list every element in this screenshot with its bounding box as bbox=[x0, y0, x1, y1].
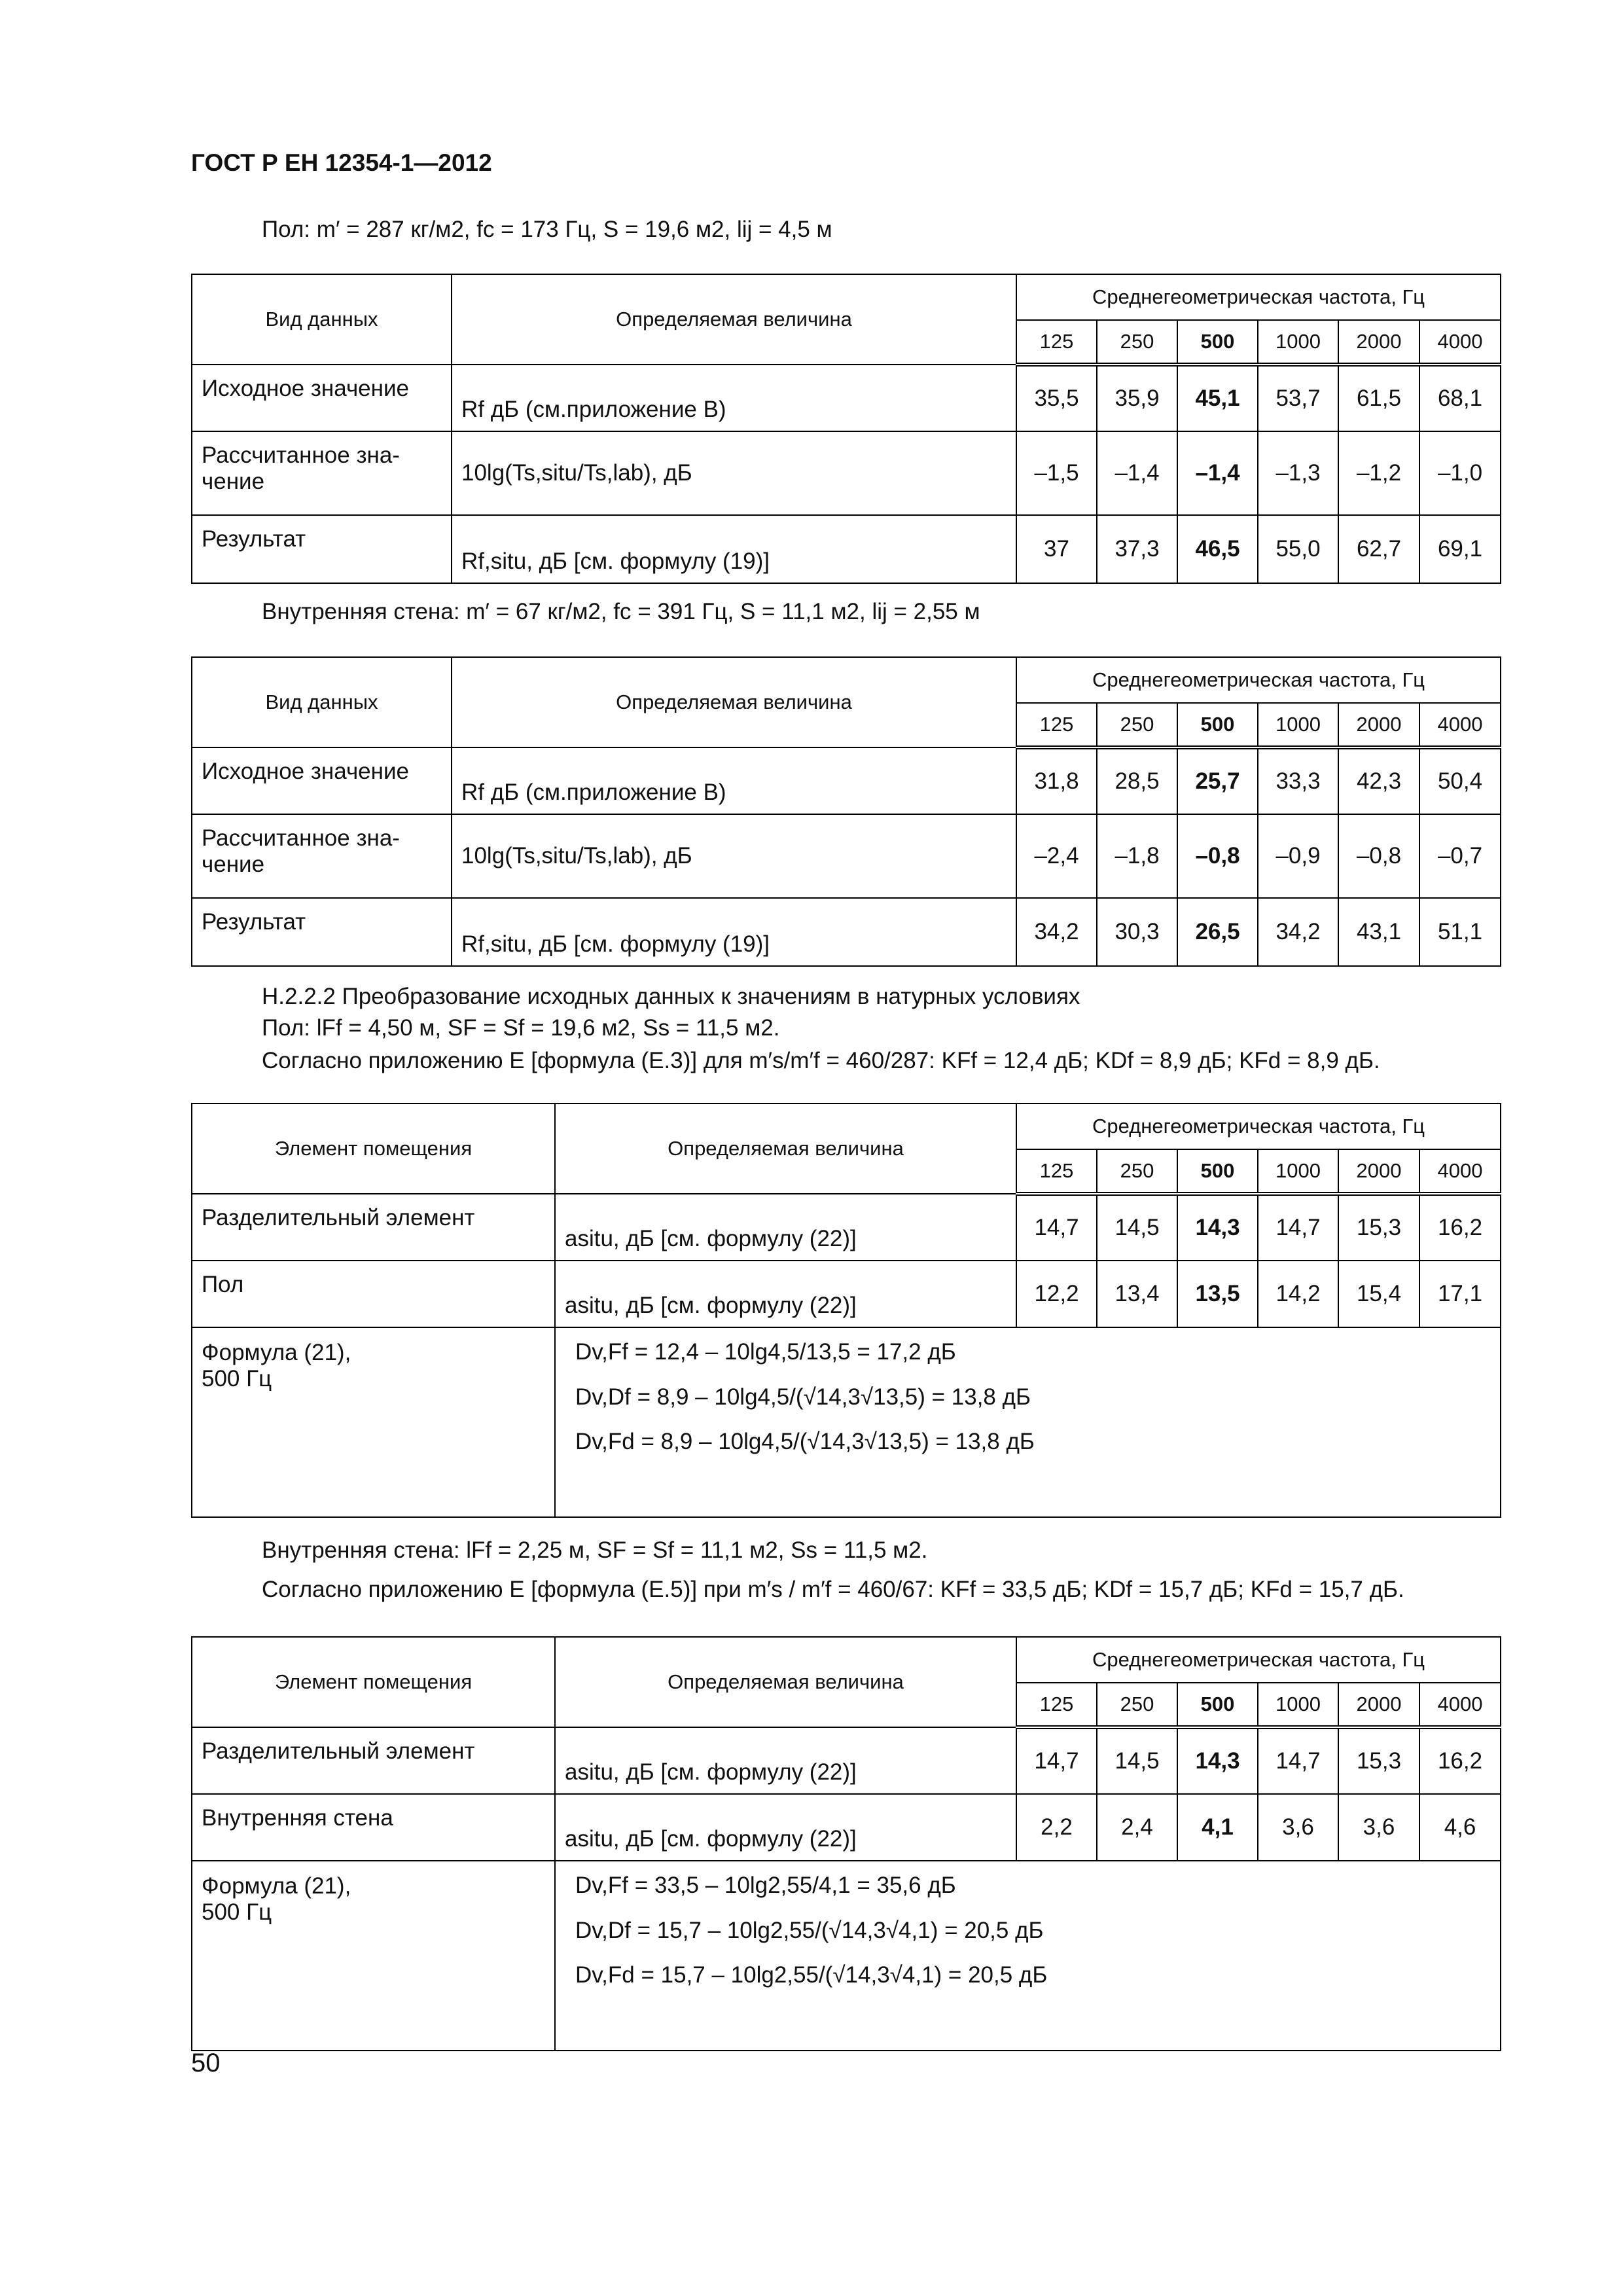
col-header-data-type: Вид данных bbox=[192, 657, 452, 747]
formula-line: Dv,Df = 15,7 – 10lg2,55/(√14,3√4,1) = 20,5 дБ bbox=[575, 1917, 1044, 1943]
cell-value: –2,4 bbox=[1016, 814, 1097, 898]
cell-value: 3,6 bbox=[1338, 1794, 1419, 1861]
inner-wall-line: Внутренняя стена: lFf = 2,25 м, SF = Sf = 11,1 м2, Ss = 11,5 м2. bbox=[262, 1537, 928, 1563]
page-number: 50 bbox=[191, 2049, 221, 2077]
cell-value: 16,2 bbox=[1419, 1194, 1501, 1261]
cell-value: 28,5 bbox=[1097, 747, 1177, 814]
cell-value: 51,1 bbox=[1419, 898, 1501, 966]
table-inner-wall-data bbox=[191, 656, 1501, 967]
cell-value: 15,3 bbox=[1338, 1194, 1419, 1261]
freq-500: 500 bbox=[1177, 1149, 1258, 1194]
col-header-quantity: Определяемая величина bbox=[555, 1637, 1016, 1727]
table-row bbox=[192, 1727, 1501, 1794]
freq-500: 500 bbox=[1177, 703, 1258, 747]
formula-label: Формула (21), 500 Гц bbox=[192, 1327, 555, 1517]
section-line-coefficients: Согласно приложению Е [формула (Е.3)] для m′s/m′f = 460/287: KFf = 12,4 дБ; KDf = 8,9 дБ; KFd = 8,9 дБ. bbox=[262, 1048, 1380, 1073]
cell-value: 14,7 bbox=[1016, 1727, 1097, 1794]
cell-value: –1,4 bbox=[1097, 431, 1177, 515]
cell-value: –0,8 bbox=[1177, 814, 1258, 898]
row-quantity: asitu, дБ [см. формулу (22)] bbox=[555, 1194, 1016, 1261]
cell-value: 4,1 bbox=[1177, 1794, 1258, 1861]
row-label: Исходное значение bbox=[192, 747, 452, 814]
cell-value: 45,1 bbox=[1177, 365, 1258, 431]
table-floor-data bbox=[191, 274, 1501, 584]
freq-4000: 4000 bbox=[1419, 1683, 1501, 1727]
col-header-frequency: Среднегеометрическая частота, Гц bbox=[1016, 274, 1501, 320]
cell-value: 33,3 bbox=[1258, 747, 1338, 814]
document-header: ГОСТ Р ЕН 12354-1—2012 bbox=[191, 149, 492, 176]
freq-250: 250 bbox=[1097, 320, 1177, 365]
table-row bbox=[192, 365, 1501, 431]
row-label: Исходное значение bbox=[192, 365, 452, 431]
freq-125: 125 bbox=[1016, 703, 1097, 747]
table-row bbox=[192, 814, 1501, 898]
cell-value: –1,3 bbox=[1258, 431, 1338, 515]
freq-1000: 1000 bbox=[1258, 1149, 1338, 1194]
cell-value: –0,9 bbox=[1258, 814, 1338, 898]
cell-value: –1,0 bbox=[1419, 431, 1501, 515]
cell-value: 17,1 bbox=[1419, 1261, 1501, 1327]
freq-2000: 2000 bbox=[1338, 1149, 1419, 1194]
cell-value: 31,8 bbox=[1016, 747, 1097, 814]
table-row bbox=[192, 1194, 1501, 1261]
table-inner-wall-situ bbox=[191, 1636, 1501, 2051]
cell-value: –0,7 bbox=[1419, 814, 1501, 898]
row-quantity: Rf дБ (см.приложение В) bbox=[452, 747, 1016, 814]
freq-500: 500 bbox=[1177, 1683, 1258, 1727]
cell-value: 62,7 bbox=[1338, 515, 1419, 583]
cell-value: –0,8 bbox=[1338, 814, 1419, 898]
freq-1000: 1000 bbox=[1258, 320, 1338, 365]
row-label: Результат bbox=[192, 898, 452, 966]
cell-value: 42,3 bbox=[1338, 747, 1419, 814]
formula-row bbox=[192, 1861, 1501, 2051]
cell-value: 16,2 bbox=[1419, 1727, 1501, 1794]
cell-value: 55,0 bbox=[1258, 515, 1338, 583]
cell-value: 37,3 bbox=[1097, 515, 1177, 583]
row-label: Рассчитанное зна- чение bbox=[192, 814, 452, 898]
freq-1000: 1000 bbox=[1258, 703, 1338, 747]
cell-value: 69,1 bbox=[1419, 515, 1501, 583]
freq-250: 250 bbox=[1097, 1149, 1177, 1194]
cell-value: 12,2 bbox=[1016, 1261, 1097, 1327]
col-header-data-type: Вид данных bbox=[192, 274, 452, 365]
col-header-element: Элемент помещения bbox=[192, 1103, 555, 1194]
formula-line: Dv,Df = 8,9 – 10lg4,5/(√14,3√13,5) = 13,8 дБ bbox=[575, 1384, 1031, 1410]
table-row bbox=[192, 898, 1501, 966]
col-header-frequency: Среднегеометрическая частота, Гц bbox=[1016, 657, 1501, 703]
col-header-frequency: Среднегеометрическая частота, Гц bbox=[1016, 1637, 1501, 1683]
freq-125: 125 bbox=[1016, 320, 1097, 365]
cell-value: 13,5 bbox=[1177, 1261, 1258, 1327]
row-label: Разделительный элемент bbox=[192, 1727, 555, 1794]
table-row bbox=[192, 1261, 1501, 1327]
table-row bbox=[192, 431, 1501, 515]
cell-value: 14,3 bbox=[1177, 1727, 1258, 1794]
row-quantity: Rf,situ, дБ [см. формулу (19)] bbox=[452, 898, 1016, 966]
formula-block bbox=[555, 1861, 1501, 2051]
row-label: Рассчитанное зна- чение bbox=[192, 431, 452, 515]
row-quantity: Rf,situ, дБ [см. формулу (19)] bbox=[452, 515, 1016, 583]
row-quantity: asitu, дБ [см. формулу (22)] bbox=[555, 1727, 1016, 1794]
cell-value: 35,9 bbox=[1097, 365, 1177, 431]
inner-wall-coefficients: Согласно приложению Е [формула (Е.5)] при m′s / m′f = 460/67: KFf = 33,5 дБ; KDf = 15,7 дБ; KFd = 15,7 дБ. bbox=[262, 1577, 1404, 1602]
cell-value: 35,5 bbox=[1016, 365, 1097, 431]
formula-line: Dv,Fd = 15,7 – 10lg2,55/(√14,3√4,1) = 20,5 дБ bbox=[575, 1962, 1048, 1988]
cell-value: –1,2 bbox=[1338, 431, 1419, 515]
col-header-element: Элемент помещения bbox=[192, 1637, 555, 1727]
freq-250: 250 bbox=[1097, 1683, 1177, 1727]
freq-125: 125 bbox=[1016, 1683, 1097, 1727]
row-quantity: asitu, дБ [см. формулу (22)] bbox=[555, 1794, 1016, 1861]
section-title: Н.2.2.2 Преобразование исходных данных к значениям в натурных условиях bbox=[262, 984, 1080, 1009]
table-floor-situ bbox=[191, 1103, 1501, 1518]
freq-1000: 1000 bbox=[1258, 1683, 1338, 1727]
cell-value: 53,7 bbox=[1258, 365, 1338, 431]
formula-block bbox=[555, 1327, 1501, 1517]
cell-value: 43,1 bbox=[1338, 898, 1419, 966]
cell-value: 50,4 bbox=[1419, 747, 1501, 814]
cell-value: 46,5 bbox=[1177, 515, 1258, 583]
table-row bbox=[192, 515, 1501, 583]
cell-value: 14,2 bbox=[1258, 1261, 1338, 1327]
freq-500: 500 bbox=[1177, 320, 1258, 365]
freq-4000: 4000 bbox=[1419, 320, 1501, 365]
cell-value: 3,6 bbox=[1258, 1794, 1338, 1861]
cell-value: 61,5 bbox=[1338, 365, 1419, 431]
cell-value: 34,2 bbox=[1016, 898, 1097, 966]
formula-line: Dv,Ff = 12,4 – 10lg4,5/13,5 = 17,2 дБ bbox=[575, 1339, 956, 1365]
freq-4000: 4000 bbox=[1419, 1149, 1501, 1194]
row-label: Результат bbox=[192, 515, 452, 583]
table-row bbox=[192, 1794, 1501, 1861]
col-header-quantity: Определяемая величина bbox=[452, 274, 1016, 365]
freq-2000: 2000 bbox=[1338, 703, 1419, 747]
col-header-quantity: Определяемая величина bbox=[555, 1103, 1016, 1194]
col-header-frequency: Среднегеометрическая частота, Гц bbox=[1016, 1103, 1501, 1149]
freq-250: 250 bbox=[1097, 703, 1177, 747]
cell-value: 37 bbox=[1016, 515, 1097, 583]
row-quantity: 10lg(Ts,situ/Ts,lab), дБ bbox=[452, 431, 1016, 515]
cell-value: 13,4 bbox=[1097, 1261, 1177, 1327]
cell-value: –1,8 bbox=[1097, 814, 1177, 898]
cell-value: 15,4 bbox=[1338, 1261, 1419, 1327]
cell-value: 26,5 bbox=[1177, 898, 1258, 966]
formula-row bbox=[192, 1327, 1501, 1517]
formula-label: Формула (21), 500 Гц bbox=[192, 1861, 555, 2051]
cell-value: 14,5 bbox=[1097, 1727, 1177, 1794]
section-line-floor: Пол: lFf = 4,50 м, SF = Sf = 19,6 м2, Ss = 11,5 м2. bbox=[262, 1015, 780, 1041]
freq-2000: 2000 bbox=[1338, 320, 1419, 365]
row-quantity: 10lg(Ts,situ/Ts,lab), дБ bbox=[452, 814, 1016, 898]
cell-value: 30,3 bbox=[1097, 898, 1177, 966]
cell-value: 14,3 bbox=[1177, 1194, 1258, 1261]
table1-caption: Пол: m′ = 287 кг/м2, fc = 173 Гц, S = 19,6 м2, lij = 4,5 м bbox=[262, 217, 832, 242]
row-label: Пол bbox=[192, 1261, 555, 1327]
cell-value: –1,4 bbox=[1177, 431, 1258, 515]
cell-value: 14,7 bbox=[1258, 1727, 1338, 1794]
freq-4000: 4000 bbox=[1419, 703, 1501, 747]
cell-value: 34,2 bbox=[1258, 898, 1338, 966]
cell-value: 14,7 bbox=[1258, 1194, 1338, 1261]
formula-line: Dv,Ff = 33,5 – 10lg2,55/4,1 = 35,6 дБ bbox=[575, 1873, 956, 1898]
cell-value: 4,6 bbox=[1419, 1794, 1501, 1861]
cell-value: 25,7 bbox=[1177, 747, 1258, 814]
table-row bbox=[192, 747, 1501, 814]
row-label: Разделительный элемент bbox=[192, 1194, 555, 1261]
row-quantity: Rf дБ (см.приложение В) bbox=[452, 365, 1016, 431]
cell-value: 2,4 bbox=[1097, 1794, 1177, 1861]
cell-value: 15,3 bbox=[1338, 1727, 1419, 1794]
formula-line: Dv,Fd = 8,9 – 10lg4,5/(√14,3√13,5) = 13,8 дБ bbox=[575, 1429, 1035, 1454]
cell-value: 14,7 bbox=[1016, 1194, 1097, 1261]
row-label: Внутренняя стена bbox=[192, 1794, 555, 1861]
cell-value: 2,2 bbox=[1016, 1794, 1097, 1861]
freq-2000: 2000 bbox=[1338, 1683, 1419, 1727]
cell-value: 68,1 bbox=[1419, 365, 1501, 431]
row-quantity: asitu, дБ [см. формулу (22)] bbox=[555, 1261, 1016, 1327]
cell-value: –1,5 bbox=[1016, 431, 1097, 515]
cell-value: 14,5 bbox=[1097, 1194, 1177, 1261]
table2-caption: Внутренняя стена: m′ = 67 кг/м2, fc = 391 Гц, S = 11,1 м2, lij = 2,55 м bbox=[262, 599, 980, 624]
freq-125: 125 bbox=[1016, 1149, 1097, 1194]
col-header-quantity: Определяемая величина bbox=[452, 657, 1016, 747]
